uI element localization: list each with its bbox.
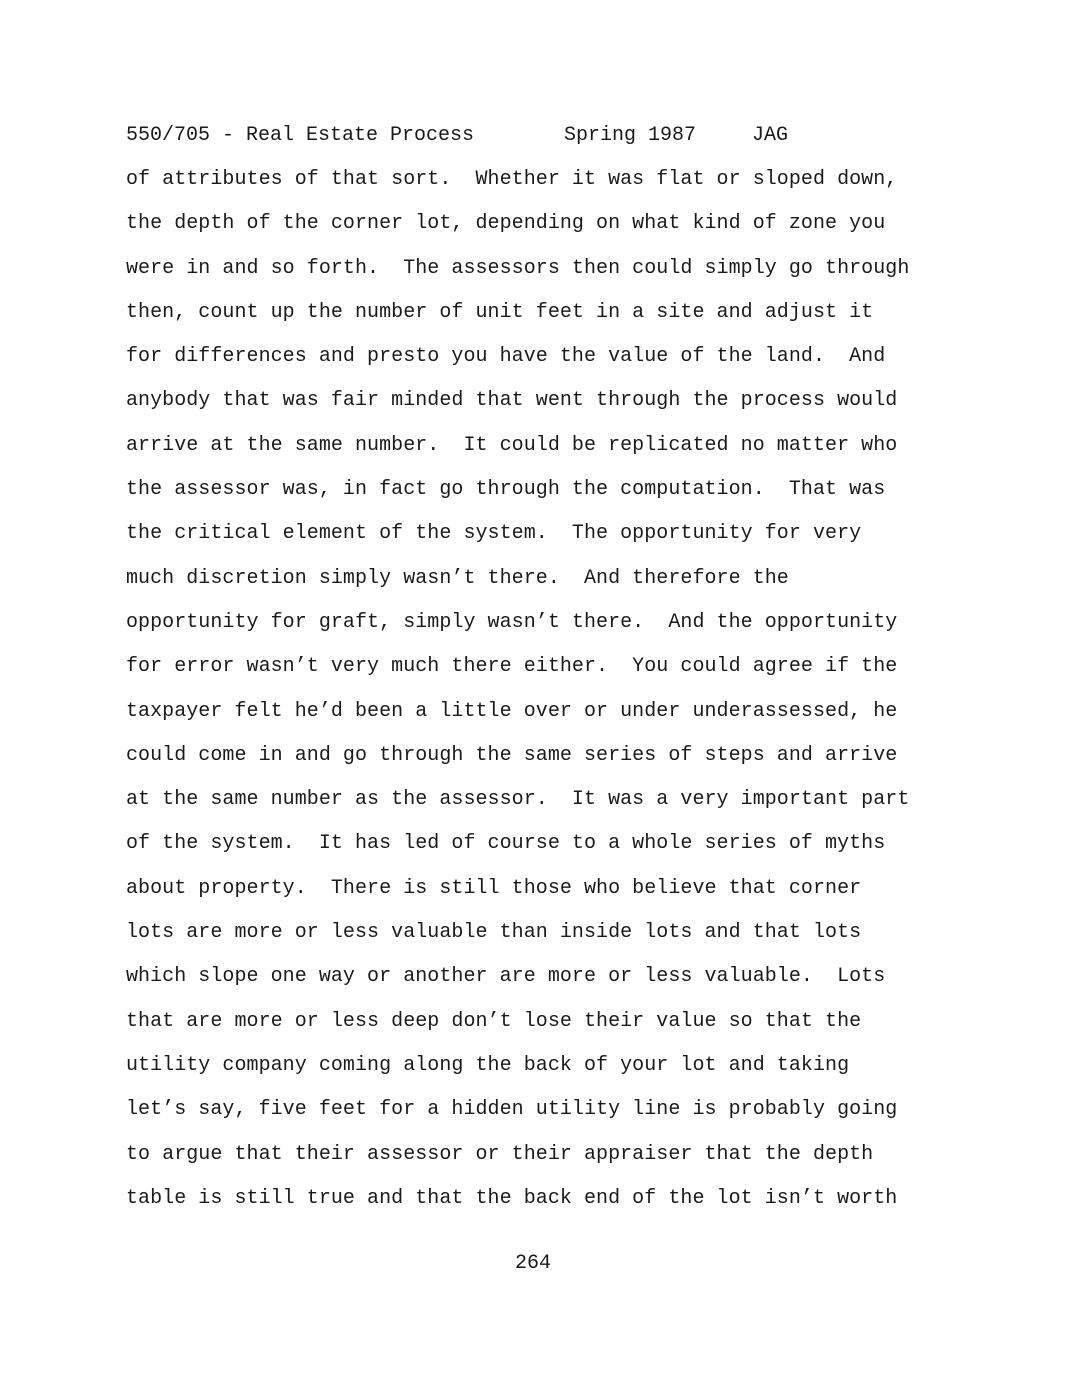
text-line: to argue that their assessor or their appraiser that the depth xyxy=(126,1142,874,1166)
text-line: for differences and presto you have the value of the land. And xyxy=(126,345,886,369)
text-line: of attributes of that sort. Whether it was flat or sloped down, xyxy=(126,168,898,191)
text-line: anybody that was fair minded that went through the process would xyxy=(126,389,898,413)
author-initials: JAG xyxy=(752,124,789,147)
course-title: 550/705 - Real Estate Process xyxy=(126,124,475,147)
text-line: could come in and go through the same series of steps and arrive xyxy=(126,743,898,767)
text-line: that are more or less deep don’t lose their value so that the xyxy=(126,1009,862,1033)
text-line: then, count up the number of unit feet in a site and adjust it xyxy=(126,300,874,324)
term-label: Spring 1987 xyxy=(564,124,697,147)
text-line: for error wasn’t very much there either. You could agree if the xyxy=(126,655,898,679)
text-line: much discretion simply wasn’t there. And therefore the xyxy=(126,566,789,590)
text-line: the critical element of the system. The opportunity for very xyxy=(126,522,862,546)
text-line: let’s say, five feet for a hidden utility line is probably going xyxy=(126,1098,898,1122)
text-line: which slope one way or another are more or less valuable. Lots xyxy=(126,965,886,989)
text-line: the assessor was, in fact go through the computation. That was xyxy=(126,478,886,502)
text-line: taxpayer felt he’d been a little over or under underassessed, he xyxy=(126,699,898,723)
text-line: the depth of the corner lot, depending on what kind of zone you xyxy=(126,212,886,236)
text-line: about property. There is still those who believe that corner xyxy=(126,876,862,900)
body-text xyxy=(126,168,966,1231)
text-line: of the system. It has led of course to a whole series of myths xyxy=(126,832,886,856)
page-number: 264 xyxy=(514,1252,551,1275)
text-line: at the same number as the assessor. It was a very important part xyxy=(126,788,910,812)
text-line: opportunity for graft, simply wasn’t there. And the opportunity xyxy=(126,610,898,634)
page-header xyxy=(126,124,788,148)
text-line: lots are more or less valuable than inside lots and that lots xyxy=(126,921,862,945)
text-line: table is still true and that the back end of the lot isn’t worth xyxy=(126,1186,898,1210)
text-line: arrive at the same number. It could be replicated no matter who xyxy=(126,433,898,457)
text-line: were in and so forth. The assessors then could simply go through xyxy=(126,256,910,280)
text-line: utility company coming along the back of your lot and taking xyxy=(126,1053,850,1077)
